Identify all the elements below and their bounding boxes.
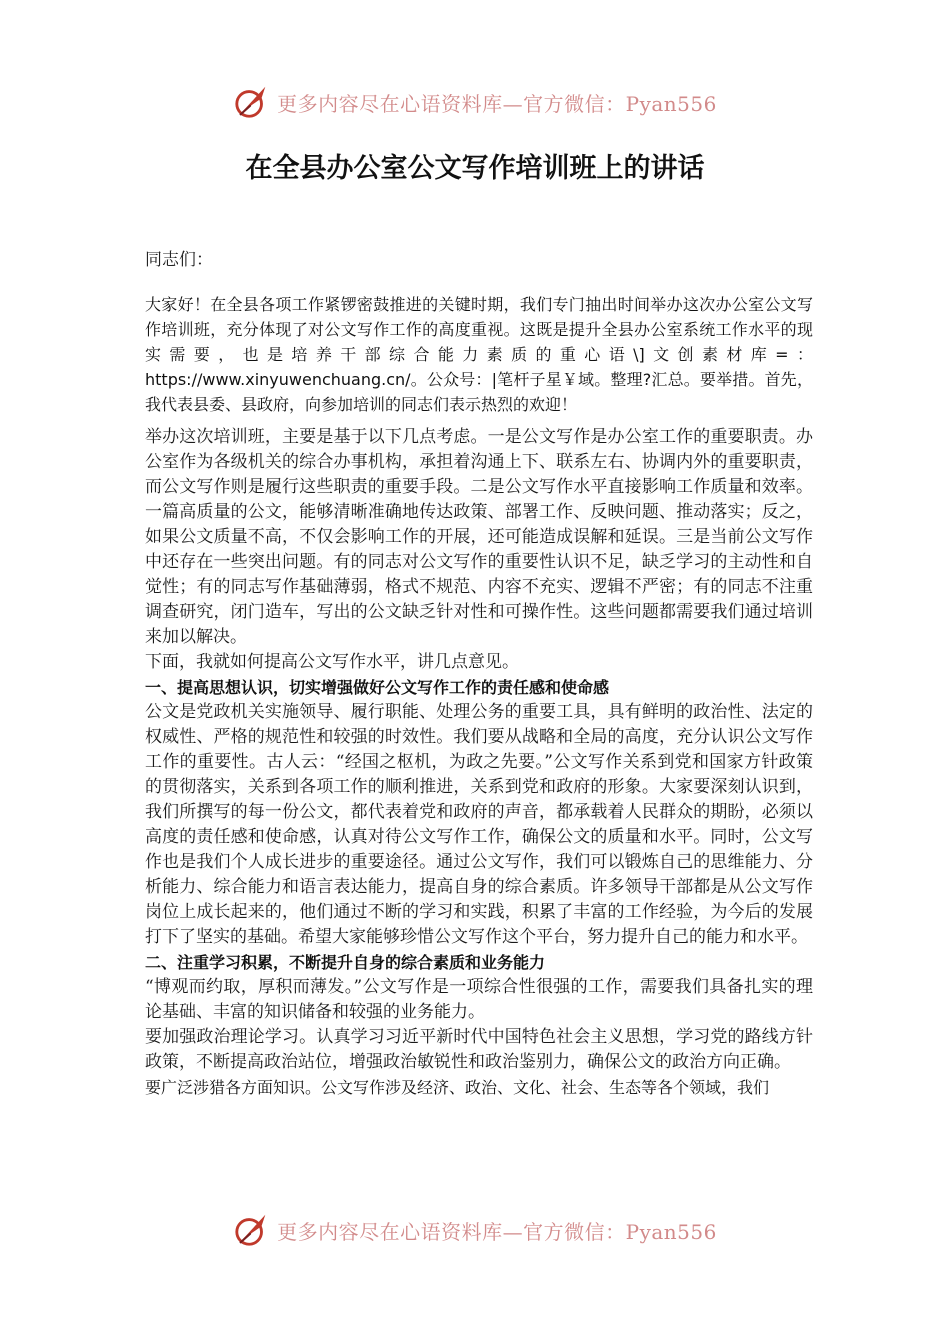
watermark-text: 更多内容尽在心语资料库—官方微信：Pyan556 xyxy=(277,91,717,116)
watermark-header xyxy=(0,80,950,124)
paragraph-section-1: 公文是党政机关实施领导、履行职能、处理公务的重要工具，具有鲜明的政治性、法定的权威性、严格的规范性和较强的时效性。我们要从战略和全局的高度，充分认识公文写作工作的重要性。古人云：“经国之枢机，为政之先要。”公文写作关系到党和国家方针政策的贯彻落实，关系到各项工作的顺利推进，关系到党和政府的形象。大家要深刻认识到，我们所撰写的每一份公文，都代表着党和政府的声音，都承载着人民群众的期盼，必须以高度的责任感和使命感，认真对待公文写作工作，确保公文的质量和水平。同时，公文写作也是我们个人成长进步的重要途径。通过公文写作，我们可以锻炼自己的思维能力、分析能力、综合能力和语言表达能力，提高自身的综合素质。许多领导干部都是从公文写作岗位上成长起来的，他们通过不断的学习和实践，积累了丰富的工作经验，为今后的发展打下了坚实的基础。希望大家能够珍惜公文写作这个平台，努力提升自己的能力和水平。 xyxy=(145,702,813,947)
paragraph-quote: “博观而约取，厚积而薄发。”公文写作是一项综合性很强的工作，需要我们具备扎实的理论基础、丰富的知识储备和较强的业务能力。 xyxy=(145,977,813,1022)
paragraph-intro: 大家好！在全县各项工作紧锣密鼓推进的关键时期，我们专门抽出时间举办这次办公室公文写作培训班，充分体现了对公文写作工作的高度重视。这既是提升全县办公室系统工作水平的现实需要，也是培养干部综合能力素质的重心语\]文创素材库=： https://www.xinyuwenchuang.cn/。公众号：|笔杆子星￥域。整理?汇总。要举措。首先，我代表县委、县政府，向参加培训的同志们表示热烈的欢迎！ xyxy=(145,295,813,414)
section-heading-1: 一、提高思想认识，切实增强做好公文写作工作的责任感和使命感 xyxy=(145,678,610,697)
paragraph-knowledge: 要广泛涉猎各方面知识。公文写作涉及经济、政治、文化、社会、生态等各个领域，我们 xyxy=(145,1078,770,1097)
quill-logo-icon xyxy=(233,83,271,121)
watermark-footer xyxy=(0,1208,950,1252)
page-title: 在全县办公室公文写作培训班上的讲话 xyxy=(245,153,705,184)
paragraph-considerations: 举办这次培训班，主要是基于以下几点考虑。一是公文写作是办公室工作的重要职责。办公室作为各级机关的综合办事机构，承担着沟通上下、联系左右、协调内外的重要职责，而公文写作则是履行这些职责的重要手段。二是公文写作水平直接影响工作质量和效率。一篇高质量的公文，能够清晰准确地传达政策、部署工作、反映问题、推动落实；反之，如果公文质量不高，不仅会影响工作的开展，还可能造成误解和延误。三是当前公文写作中还存在一些突出问题。有的同志对公文写作的重要性认识不足，缺乏学习的主动性和自觉性；有的同志写作基础薄弱，格式不规范、内容不充实、逻辑不严密；有的同志不注重调查研究，闭门造车，写出的公文缺乏针对性和可操作性。这些问题都需要我们通过培训来加以解决。 xyxy=(145,427,813,647)
paragraph-transition: 下面，我就如何提高公文写作水平，讲几点意见。 xyxy=(145,652,519,672)
quill-logo-icon xyxy=(233,1211,271,1249)
document-body xyxy=(145,292,813,1100)
salutation: 同志们： xyxy=(145,250,213,270)
watermark-text: 更多内容尽在心语资料库—官方微信：Pyan556 xyxy=(277,1219,717,1244)
section-heading-2: 二、注重学习积累，不断提升自身的综合素质和业务能力 xyxy=(145,953,546,972)
paragraph-political-study: 要加强政治理论学习。认真学习习近平新时代中国特色社会主义思想，学习党的路线方针政策，不断提高政治站位，增强政治敏锐性和政治鉴别力，确保公文的政治方向正确。 xyxy=(145,1027,813,1072)
